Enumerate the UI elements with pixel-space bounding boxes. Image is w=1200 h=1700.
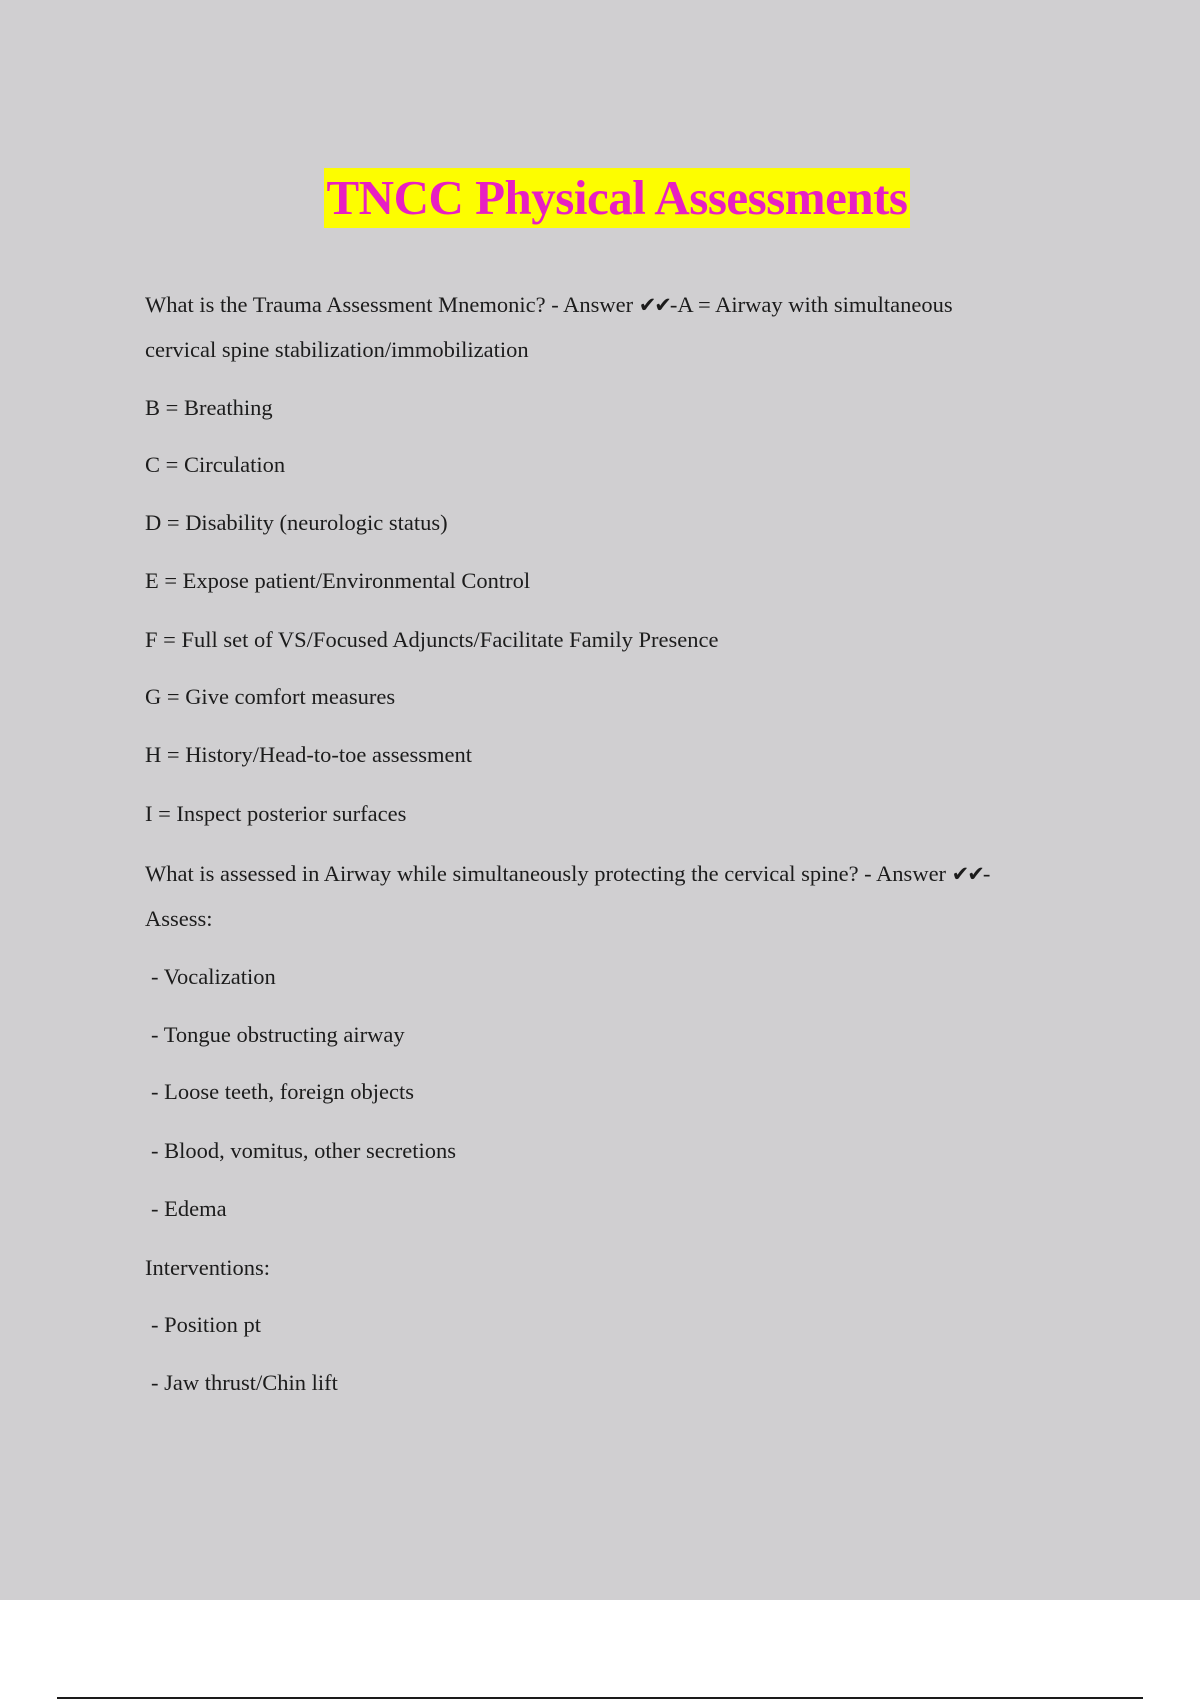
title-wrapper [0, 168, 1200, 228]
mnemonic-h: H = History/Head-to-toe assessment [145, 742, 472, 767]
question-2-line-1 [145, 859, 990, 889]
document-title: TNCC Physical Assessments [324, 168, 911, 228]
check-icon: ✔✔ [951, 862, 983, 886]
question-1-line-1 [145, 290, 953, 320]
footer-divider [57, 1697, 1143, 1699]
assess-heading: Assess: [145, 906, 213, 931]
question-1-text: What is the Trauma Assessment Mnemonic? - Answer [145, 292, 639, 317]
interventions-heading: Interventions: [145, 1255, 270, 1280]
question-2-answer-start: - [982, 861, 991, 886]
mnemonic-e: E = Expose patient/Environmental Control [145, 568, 531, 593]
question-2-text: What is assessed in Airway while simultaneously protecting the cervical spine? - Answer [145, 861, 952, 886]
list-item: - Vocalization [151, 964, 276, 989]
check-icon: ✔✔ [638, 293, 670, 317]
question-1-line-2: cervical spine stabilization/immobilization [145, 337, 529, 362]
mnemonic-i: I = Inspect posterior surfaces [145, 801, 407, 826]
mnemonic-g: G = Give comfort measures [145, 684, 396, 709]
mnemonic-d: D = Disability (neurologic status) [145, 510, 448, 535]
question-1-answer-start: -A = Airway with simultaneous [669, 292, 953, 317]
list-item: - Edema [151, 1196, 227, 1221]
list-item: - Jaw thrust/Chin lift [151, 1370, 338, 1395]
mnemonic-b: B = Breathing [145, 395, 273, 420]
list-item: - Blood, vomitus, other secretions [151, 1138, 456, 1163]
list-item: - Loose teeth, foreign objects [151, 1079, 415, 1104]
list-item: - Tongue obstructing airway [151, 1022, 405, 1047]
mnemonic-c: C = Circulation [145, 452, 286, 477]
mnemonic-f: F = Full set of VS/Focused Adjuncts/Facilitate Family Presence [145, 627, 719, 652]
list-item: - Position pt [151, 1312, 262, 1337]
